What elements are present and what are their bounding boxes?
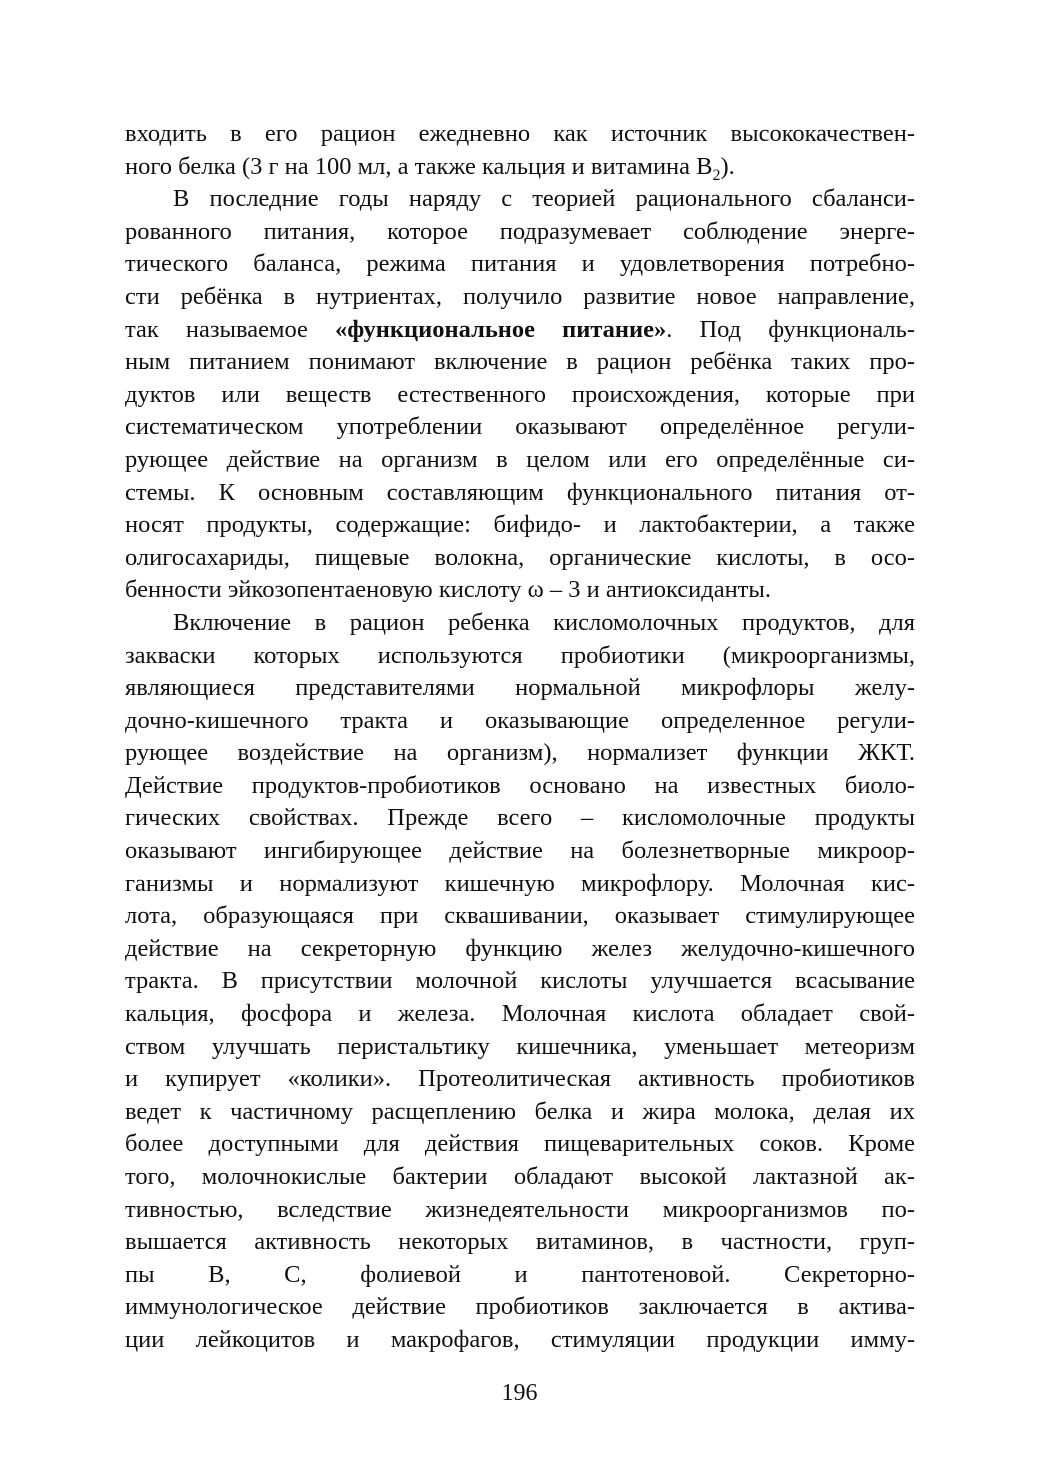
text-segment: рованного питания, которое подразумевает соблюдение энерге- — [125, 217, 915, 245]
text-segment: вышается активность некоторых витаминов, в частности, груп- — [125, 1228, 915, 1256]
text-line — [125, 216, 915, 249]
text-line — [125, 868, 915, 901]
text-line — [125, 705, 915, 738]
text-segment: действие на секреторную функцию желез желудочно-кишечного — [125, 934, 915, 962]
text-line — [125, 509, 915, 542]
page-number: 196 — [501, 1380, 538, 1406]
text-segment: сти ребёнка в нутриентах, получило развитие новое направление, — [125, 282, 915, 310]
text-segment: ганизмы и нормализуют кишечную микрофлору. Молочная кис- — [125, 869, 915, 897]
text-segment: оказывают ингибирующее действие на болезнетворные микроор- — [125, 837, 915, 865]
text-segment: ведет к частичному расщеплению белка и жира молока, делая их — [125, 1097, 915, 1125]
text-line — [125, 998, 915, 1031]
text-line — [125, 1096, 915, 1129]
text-line — [125, 1259, 915, 1292]
text-line — [125, 183, 915, 216]
text-segment: ции лейкоцитов и макрофагов, стимуляции продукции имму- — [125, 1325, 915, 1353]
text-line — [125, 770, 915, 803]
text-line — [125, 1291, 915, 1324]
text-line — [125, 248, 915, 281]
text-segment: Действие продуктов-пробиотиков основано на известных биоло- — [125, 771, 915, 799]
text-segment: олигосахариды, пищевые волокна, органические кислоты, в осо- — [125, 543, 915, 571]
text-line — [125, 640, 915, 673]
text-line — [125, 118, 915, 151]
text-segment: тракта. В присутствии молочной кислоты улучшается всасывание — [125, 967, 915, 995]
text-line — [125, 1161, 915, 1194]
text-line — [125, 151, 915, 184]
text-line — [125, 411, 915, 444]
text-line — [125, 542, 915, 575]
text-line — [125, 574, 915, 607]
text-segment: входить в его рацион ежедневно как источник высококачествен- — [125, 120, 915, 147]
subscript: 2 — [712, 166, 721, 184]
text-segment: дочно-кишечного тракта и оказывающие определенное регули- — [125, 706, 915, 734]
text-line — [125, 477, 915, 510]
text-line — [125, 835, 915, 868]
text-segment: и купирует «колики». Протеолитическая активность пробиотиков — [125, 1065, 915, 1093]
text-segment: рующее воздействие на организм), нормализет функции ЖКТ. — [125, 739, 915, 767]
text-line — [125, 607, 915, 640]
text-line — [125, 444, 915, 477]
text-line — [125, 1063, 915, 1096]
text-line — [125, 933, 915, 966]
text-segment: Включение в рацион ребенка кисломолочных продуктов, для — [173, 608, 915, 636]
text-segment: ством улучшать перистальтику кишечника, уменьшает метеоризм — [125, 1032, 915, 1060]
text-segment: являющиеся представителями нормальной микрофлоры желу- — [125, 674, 915, 702]
text-segment: лота, образующаяся при сквашивании, оказывает стимулирующее — [125, 902, 915, 930]
text-line — [125, 1128, 915, 1161]
text-segment: ным питанием понимают включение в рацион ребёнка таких про- — [125, 348, 915, 376]
text-line — [125, 672, 915, 705]
text-segment: ного белка (3 г на 100 мл, а также кальция и витамина B — [125, 152, 713, 180]
text-line — [125, 1324, 915, 1357]
text-line — [125, 379, 915, 412]
text-segment: так называемое — [125, 315, 335, 343]
bold-term: «функциональное питание» — [334, 315, 667, 343]
text-line — [125, 314, 915, 347]
text-segment: носят продукты, содержащие: бифидо- и лактобактерии, а также — [125, 511, 915, 539]
paragraph — [125, 183, 915, 607]
text-segment: рующее действие на организм в целом или его определённые си- — [125, 445, 915, 473]
text-segment: пы В, С, фолиевой и пантотеновой. Секреторно- — [125, 1260, 915, 1288]
text-segment: В последние годы наряду с теорией рационального сбаланси- — [173, 185, 915, 213]
text-segment: бенности эйкозопентаеновую кислоту ω – 3 и антиоксиданты. — [125, 576, 771, 604]
text-segment: тического баланса, режима питания и удовлетворения потребно- — [125, 250, 915, 278]
text-line — [125, 281, 915, 314]
text-line — [125, 965, 915, 998]
text-segment: систематическом употреблении оказывают определённое регули- — [125, 413, 915, 441]
text-segment: тивностью, вследствие жизнедеятельности микроорганизмов по- — [125, 1195, 915, 1223]
text-line — [125, 1194, 915, 1227]
text-segment: более доступными для действия пищеварительных соков. Кроме — [125, 1130, 915, 1158]
text-segment: стемы. К основным составляющим функционального питания от- — [125, 478, 915, 506]
text-segment: того, молочнокислые бактерии обладают высокой лактазной ак- — [125, 1163, 915, 1190]
text-segment: закваски которых используются пробиотики (микроорганизмы, — [125, 641, 915, 669]
text-segment: дуктов или веществ естественного происхождения, которые при — [125, 380, 915, 408]
paragraph — [125, 607, 915, 1357]
page-body — [125, 118, 915, 1357]
paragraph — [125, 118, 915, 183]
text-line — [125, 1226, 915, 1259]
text-line — [125, 1031, 915, 1064]
text-segment: . Под функциональ- — [666, 315, 915, 343]
text-line — [125, 737, 915, 770]
text-segment: гических свойствах. Прежде всего – кисломолочные продукты — [125, 804, 915, 832]
text-segment: ). — [720, 152, 735, 180]
text-segment: кальция, фосфора и железа. Молочная кислота обладает свой- — [125, 1000, 915, 1028]
text-line — [125, 900, 915, 933]
text-line — [125, 802, 915, 835]
text-segment: иммунологическое действие пробиотиков заключается в актива- — [125, 1293, 915, 1321]
text-line — [125, 346, 915, 379]
